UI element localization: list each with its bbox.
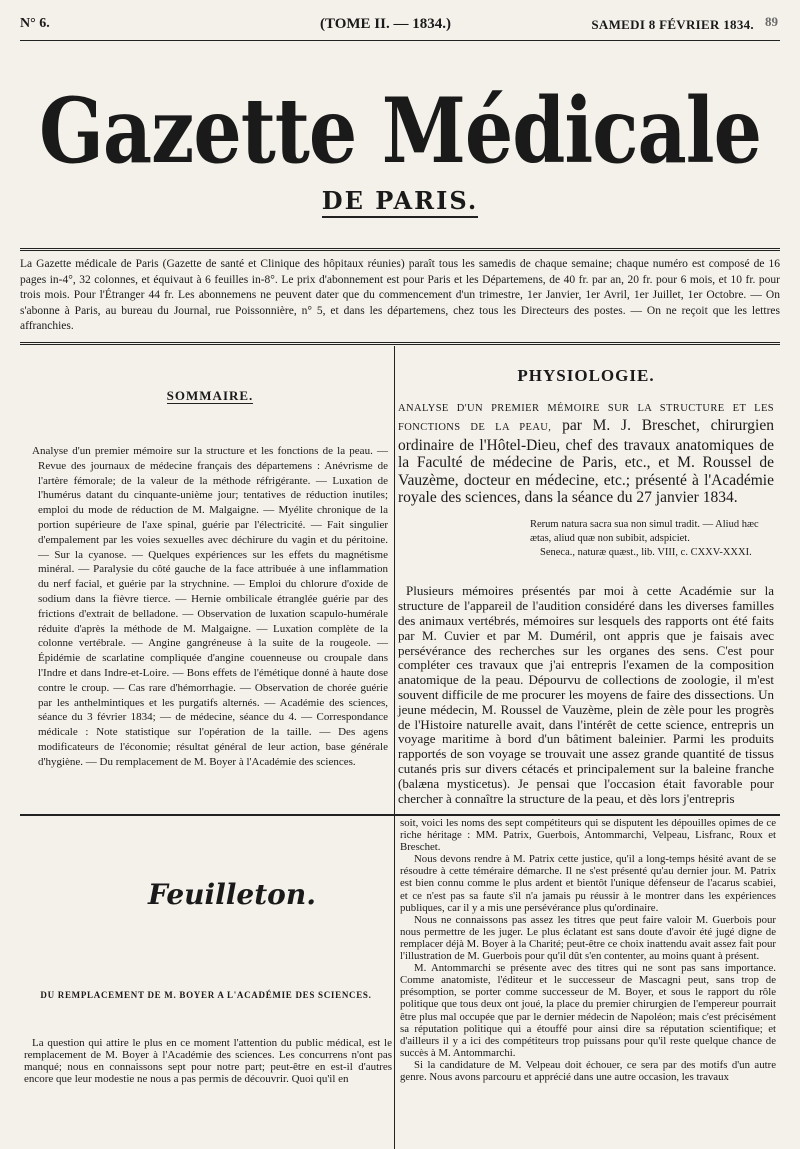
paragraph: Si la candidature de M. Velpeau doit échouer, ce sera par des motifs d'un autre genre. Nous avons parcouru et apprécié dans une autre occasion, les travaux xyxy=(400,1058,776,1083)
column-separator-lower xyxy=(394,816,395,1149)
sommaire-title xyxy=(32,388,388,404)
masthead-title: Gazette Médicale xyxy=(39,78,761,184)
paragraph: Nous devons rendre à M. Patrix cette justice, qu'il a long-temps hésité avant de se résoudre à cette téméraire démarche. Il ne s'est présenté qu'au dernier jour. M. Patrix est bien connu comme le plus ardent et bientôt l'unique défenseur de l'acarus scabiei, et ce n'est pas sa faute s'il n'a jamais pu réussir à le montrer dans les expériences publiques, car il y a mis une persévérance plus qu'ordinaire. xyxy=(400,853,776,914)
masthead-subtitle xyxy=(0,186,800,215)
feuilleton-subtitle: DU REMPLACEMENT DE M. BOYER A L'ACADÉMIE DES SCIENCES. xyxy=(40,990,372,1000)
epigraph-text: Rerum natura sacra sua non simul tradit. — Aliud hæc ætas, aliud quæ non subibit, adspiciet. xyxy=(530,519,759,545)
sommaire-title-text: SOMMAIRE. xyxy=(166,388,254,403)
sommaire-section xyxy=(32,358,388,770)
paragraph: soit, voici les noms des sept compétiteurs qui se disputent les dépouilles opimes de ce riche héritage : MM. Patrix, Guerbois, Antommarchi, Velpeau, Lisfranc, Roux et Breschet. xyxy=(400,817,776,854)
epigraph-source: Seneca., naturæ quæst., lib. VIII, c. CXXV-XXXI. xyxy=(540,547,752,559)
page-number: 89 xyxy=(765,14,778,29)
feuilleton-rule xyxy=(20,814,780,816)
paragraph: M. Antommarchi se présente avec des titres qui ne sont pas sans importance. Comme anatomiste, l'éditeur et le successeur de Mascagni peut, sans trop de présomption, se porter comme successeur de M. Boyer, et sous le rapport du rôle politique que tous deux ont joué, la place du premier chirurgien de l'empereur pourrait être plus mal occupée que par le dernier médecin de Napoléon; mais c'est précisément sa réputation politique qui a étouffé pour ainsi dire sa réputation scientifique; et d'ailleurs il y a ici des compétiteurs trop puissans pour qu'il reste quelque chance de succès à M. Antommarchi. xyxy=(400,962,776,1059)
article-body: Plusieurs mémoires présentés par moi à cette Académie sur la structure de l'appareil de l'audition considéré dans les diverses familles des animaux vertébrés, mémoires sur lesquels des rapports ont été faits par M. Cuvier et par M. Duméril, ont appris que je faisais avec persévérance des recherches sur les organes des sens. C'est pour compléter ces travaux que j'ai entrepris l'examen de la composition anatomique de la peau. Dépourvu de collections de zoologie, il m'est souvent difficile de me procurer les moyens de faire des dissections. Un jeune médecin, M. Roussel de Vauzème, plein de zèle pour les progrès de l'Histoire naturelle avait, dans l'intérêt de cette science, entrepris un voyage maritime à bord d'un bâtiment baleinier. Parmi les produits rapportés de son voyage se trouvait une assez grande quantité de tissus cutanés pris sur divers cétacés et principalement sur la baleine franche (balæna mysticetus). Je pensai que l'occasion était favorable pour chercher à connaître la structure de la peau, et dès lors j'entrepris xyxy=(398,583,774,806)
column-separator-upper xyxy=(394,346,395,814)
masthead-subtitle-text: DE PARIS. xyxy=(322,186,478,218)
feuilleton-continued xyxy=(400,817,776,1083)
physiologie-title: PHYSIOLOGIE. xyxy=(517,366,655,385)
notice-top-rule xyxy=(20,248,780,251)
feuilleton-body: La question qui attire le plus en ce moment l'attention du public médical, est le remplacement de M. Boyer à l'Académie des sciences. Les concurrens n'ont pas manqué; nous en connaissons sept pour notre part; peut-être en est-il d'autres encore que leur modestie ne nous a pas permis de découvrir. Quoi qu'il en xyxy=(24,1037,392,1085)
article-heading-rest: par M. J. Breschet, chirurgien ordinaire de l'Hôtel-Dieu, chef des travaux anatomiques de la Faculté de médecine de Paris, etc., et M. Roussel de Vauzème, docteur en médecine, etc.; présenté à l'Académie royale des sciences, dans la séance du 27 janvier 1834. xyxy=(398,417,774,507)
issue-number: N° 6. xyxy=(20,16,50,31)
physiologie-section xyxy=(398,358,774,806)
sommaire-text: Analyse d'un premier mémoire sur la structure et les fonctions de la peau. — Revue des journaux de médecine français des départemens : Anévrisme de l'artère fémorale; de la valeur de la méthode réfrigérante. — Luxation de l'humérus datant du cinquante-unième jour; tentatives de réduction inutiles; emploi du mode de réduction de M. Malgaigne. — Myélite chronique de la portion supérieure de l'axe spinal, guérie par l'électricité. — Fait singulier d'empalement par les voies sexuelles avec déchirure du vagin et du péritoine. — Sur la cyanose. — Quelques expériences sur les effets du magnétisme minéral. — Paralysie du côté gauche de la face attribuée à une inflammation du nerf facial, et guérie par la strychnine. — Emploi du chlorure d'oxide de sodium dans la fièvre tierce. — Hernie ombilicale étranglée guérie par des frictions d'extrait de belladone. — Observation de luxation scapulo-humérale réduite d'après la méthode de M. Malgaigne. — Luxation complète de la colonne vertébrale. — Angine gangréneuse à la suite de la rougeole. — Épidémie de scarlatine compliquée d'angine couenneuse ou croupale dans l'Indre et dans Indre-et-Loire. — Bons effets de l'émétique donné à haute dose contre le croup. — Cas rare d'hémorrhagie. — Observation de chorée guérie par les anthelmintiques et les purgatifs alternés. — Académie des sciences, séance du 3 février 1834; — de médecine, séance du 4. — Correspondance médicale : Note statistique sur l'opération de la taille. — Des agens modificateurs de l'économie; résultat général de leur action, base générale d'hygiène. — Du remplacement de M. Boyer à l'Académie des sciences. xyxy=(32,445,388,768)
epigraph xyxy=(530,518,774,560)
subscription-notice: La Gazette médicale de Paris (Gazette de santé et Clinique des hôpitaux réunies) paraît tous les samedis de chaque semaine; chaque numéro est composé de 16 pages in-4°, 32 colonnes, et équivaut à 6 feuilles in-8°. Le prix d'abonnement est pour Paris et les Départemens, de 40 fr. par an, 20 fr. pour 6 mois, et 10 fr. pour trois mois. Pour l'Étranger 44 fr. Les abonnemens ne peuvent dater que du commencement d'un trimestre, 1er Janvier, 1er Avril, 1er Juillet, 1er Octobre. — On s'abonne à Paris, au bureau du Journal, rue Poissonnière, n° 5, et dans les départemens, chez tous les Directeurs des postes. — On ne reçoit que les lettres affranchies. xyxy=(20,258,780,332)
tome-label: (TOME II. — 1834.) xyxy=(320,16,451,32)
notice-bottom-rule xyxy=(20,342,780,345)
header-rule xyxy=(20,40,780,41)
paragraph: Nous ne connaissons pas assez les titres que peut faire valoir M. Guerbois pour nous permettre de les juger. Le plus éclatant est sans doute d'avoir été jugé digne de remplacer déjà M. Boyer à la Charité; peut-être ce choix inattendu avait assez fait pour l'illustration de M. Guerbois pour qu'il dût s'en contenter, au moins quant à présent. xyxy=(400,913,776,963)
feuilleton-title: Feuilleton. xyxy=(148,878,316,911)
article-heading-smallcaps: ANALYSE D'UN PREMIER MÉMOIRE SUR LA STRUCTURE ET LES FONCTIONS DE LA PEAU, xyxy=(398,403,774,434)
issue-date: SAMEDI 8 FÉVRIER 1834. xyxy=(591,17,754,32)
article-heading xyxy=(398,398,774,506)
header-line xyxy=(20,14,778,36)
